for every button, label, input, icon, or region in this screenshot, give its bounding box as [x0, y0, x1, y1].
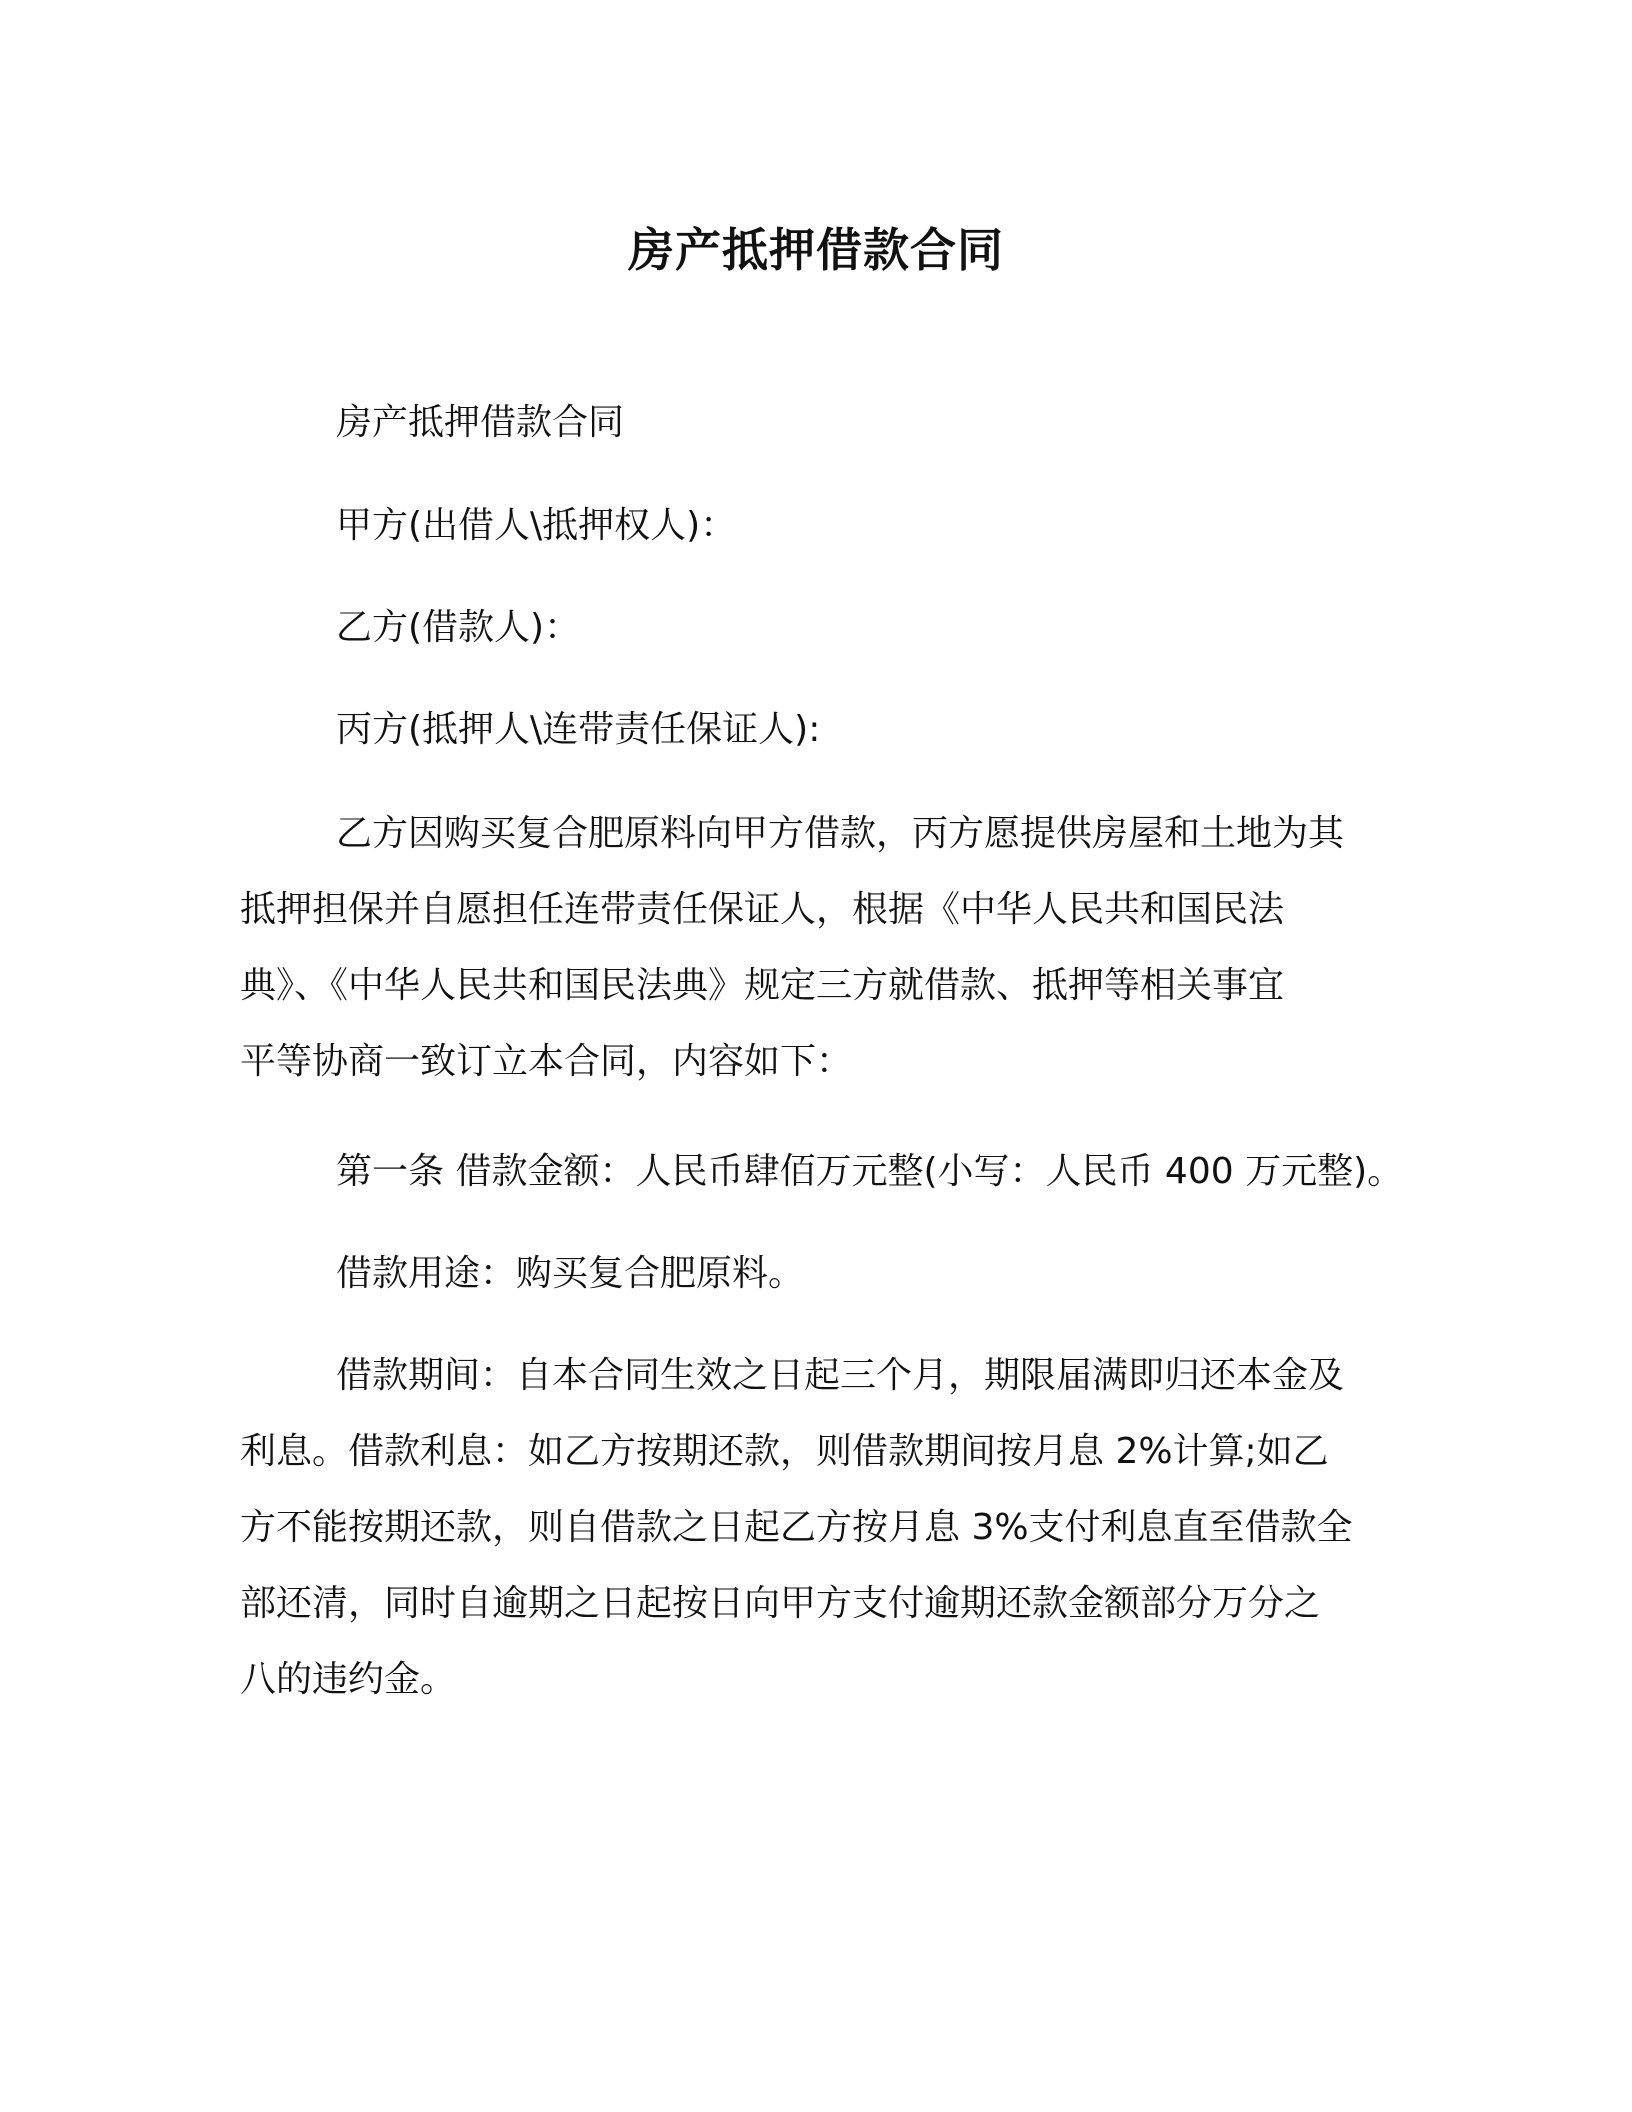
paragraph-line: 平等协商一致订立本合同，内容如下：: [240, 1041, 853, 1082]
paragraph-line: 甲方(出借人\抵押权人)：: [336, 505, 737, 546]
document-title: 房产抵押借款合同: [628, 223, 1004, 277]
paragraph-article-1: [240, 1134, 1410, 1210]
paragraph-line: 乙方(借款人)：: [336, 607, 581, 648]
paragraph-line: 借款用途：购买复合肥原料。: [336, 1253, 805, 1294]
paragraph-loan-period: [240, 1338, 1410, 1718]
paragraph-party-c: [240, 692, 1410, 768]
paragraph-loan-purpose: [240, 1236, 1410, 1312]
paragraph-line: 抵押担保并自愿担任连带责任保证人，根据《中华人民共和国民法: [240, 889, 1285, 930]
paragraph-party-a: [240, 488, 1410, 564]
paragraph-heading: [240, 385, 1410, 461]
paragraph-line: 方不能按期还款，则自借款之日起乙方按月息 3%支付利息直至借款全: [240, 1507, 1353, 1548]
paragraph-line: 房产抵押借款合同: [336, 402, 625, 443]
paragraph-line: 丙方(抵押人\连带责任保证人):: [336, 709, 821, 750]
paragraph-line: 典》、《中华人民共和国民法典》规定三方就借款、抵押等相关事宜: [240, 965, 1285, 1006]
paragraph-line: 乙方因购买复合肥原料向甲方借款，丙方愿提供房屋和土地为其: [336, 813, 1345, 854]
paragraph-line: 借款期间：自本合同生效之日起三个月，期限届满即归还本金及: [336, 1355, 1345, 1396]
paragraph-line: 利息。借款利息：如乙方按期还款，则借款期间按月息 2%计算;如乙: [240, 1431, 1329, 1472]
paragraph-line: 第一条 借款金额：人民币肆佰万元整(小写：人民币 400 万元整)。: [336, 1151, 1404, 1192]
paragraph-line: 八的违约金。: [240, 1659, 457, 1700]
paragraph-line: 部还清，同时自逾期之日起按日向甲方支付逾期还款金额部分万分之: [240, 1583, 1321, 1624]
paragraph-preamble: [240, 796, 1410, 1100]
paragraph-party-b: [240, 590, 1410, 666]
